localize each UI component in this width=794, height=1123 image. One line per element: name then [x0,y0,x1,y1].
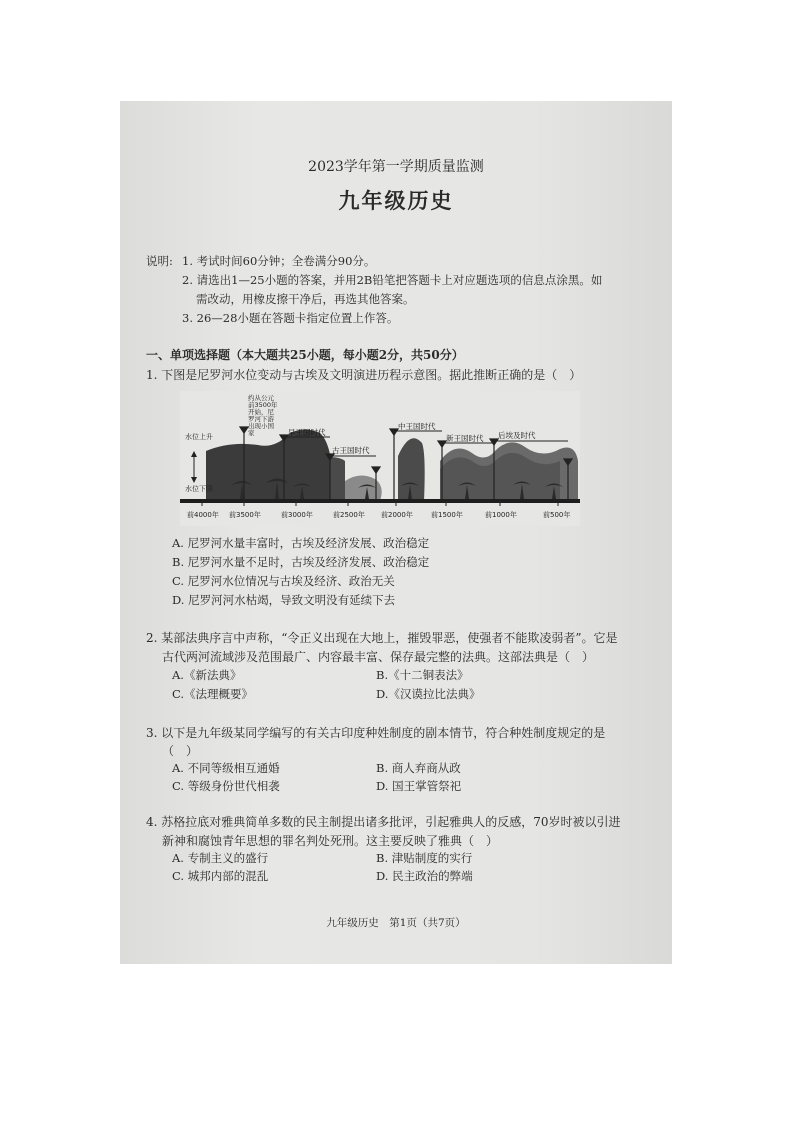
instructions-label: 说明: [146,254,173,268]
exam-title: 九年级历史 [338,188,454,213]
question-1-option-d[interactable]: D. 尼罗河河水枯竭，导致文明没有延续下去 [172,593,396,607]
question-1-stem: 1. 下图是尼罗河水位变动与古埃及文明演进历程示意图。据此推断正确的是（ ） [146,368,582,382]
axis-tick-label: 前3000年 [281,511,313,519]
question-2-stem-cont: 古代两河流域涉及范围最广、内容最丰富、保存最完整的法典。这部法典是（ ） [162,650,595,664]
axis-tick-label: 前4000年 [187,511,219,519]
question-1-option-c[interactable]: C. 尼罗河水位情况与古埃及经济、政治无关 [172,574,395,588]
page-footer: 九年级历史 第1页（共7页） [326,917,466,929]
question-2-option-a[interactable]: A.《新法典》 [172,668,242,682]
instruction-3: 3. 26—28小题在答题卡指定位置上作答。 [182,311,399,325]
question-1-option-b[interactable]: B. 尼罗河水量不足时，古埃及经济发展、政治稳定 [172,555,430,569]
period-label: 古王国时代 [332,446,370,455]
question-4-stem: 4. 苏格拉底对雅典简单多数的民主制提出诸多批评，引起雅典人的反感，70岁时被以引进 [146,815,621,829]
question-3-stem-cont: （ ） [162,744,199,758]
annotation-line: 罗河下游 [248,415,274,423]
question-3-option-c[interactable]: C. 等级身份世代相袭 [172,779,280,793]
period-label: 早王国时代 [288,428,326,437]
question-3-option-d[interactable]: D. 国王掌管祭祀 [376,779,462,793]
question-3-option-a[interactable]: A. 不同等级相互通婚 [172,761,280,775]
period-label: 中王国时代 [398,422,436,431]
nile-diagram [180,391,580,526]
axis-tick-label: 前500年 [543,511,571,519]
question-2-stem: 2. 某部法典序言中声称，“令正义出现在大地上，摧毁罪恶，使强者不能欺凌弱者”。它是 [146,631,618,645]
instruction-2-cont: 需改动，用橡皮擦干净后，再选其他答案。 [196,292,415,306]
question-4-stem-cont: 新神和腐蚀青年思想的罪名判处死刑。这主要反映了雅典（ ） [162,834,499,848]
exam-page [120,101,672,964]
annotation-line: 家 [248,429,255,437]
period-label: 后埃及时代 [498,431,536,440]
question-1-option-a[interactable]: A. 尼罗河水量丰富时，古埃及经济发展、政治稳定 [172,536,430,550]
instruction-1: 1. 考试时间60分钟；全卷满分90分。 [182,254,376,268]
annotation-line: 开始，尼 [248,408,274,416]
question-4-option-b[interactable]: B. 津贴制度的实行 [376,851,473,865]
question-4-option-a[interactable]: A. 专制主义的盛行 [172,851,269,865]
axis-tick-label: 前1500年 [431,511,463,519]
instruction-2: 2. 请选出1—25小题的答案，并用2B铅笔把答题卡上对应题选项的信息点涂黑。如 [182,273,603,287]
question-3-option-b[interactable]: B. 商人弃商从政 [376,761,461,775]
annotation-line: 约从公元 [248,394,274,402]
question-4-option-d[interactable]: D. 民主政治的弊端 [376,869,473,883]
question-4-option-c[interactable]: C. 城邦内部的混乱 [172,869,269,883]
y-top-label: 水位上升 [185,433,213,441]
annotation-line: 前3500年 [248,401,278,409]
axis-tick-label: 前2500年 [333,511,365,519]
question-2-option-d[interactable]: D.《汉谟拉比法典》 [376,687,481,701]
section-heading: 一、单项选择题（本大题共25小题，每小题2分，共50分） [146,348,464,362]
axis-tick-label: 前3500年 [229,511,261,519]
question-2-option-b[interactable]: B.《十二铜表法》 [376,668,469,682]
annotation-line: 出现小国 [248,422,274,430]
y-bottom-label: 水位下降 [185,485,213,493]
exam-subtitle: 2023学年第一学期质量监测 [308,159,484,175]
question-2-option-c[interactable]: C.《法理概要》 [172,687,254,701]
axis-tick-label: 前1000年 [485,511,517,519]
axis-tick-label: 前2000年 [381,511,413,519]
period-label: 新王国时代 [446,434,484,443]
question-3-stem: 3. 以下是九年级某同学编写的有关古印度种姓制度的剧本情节，符合种姓制度规定的是 [146,726,606,740]
